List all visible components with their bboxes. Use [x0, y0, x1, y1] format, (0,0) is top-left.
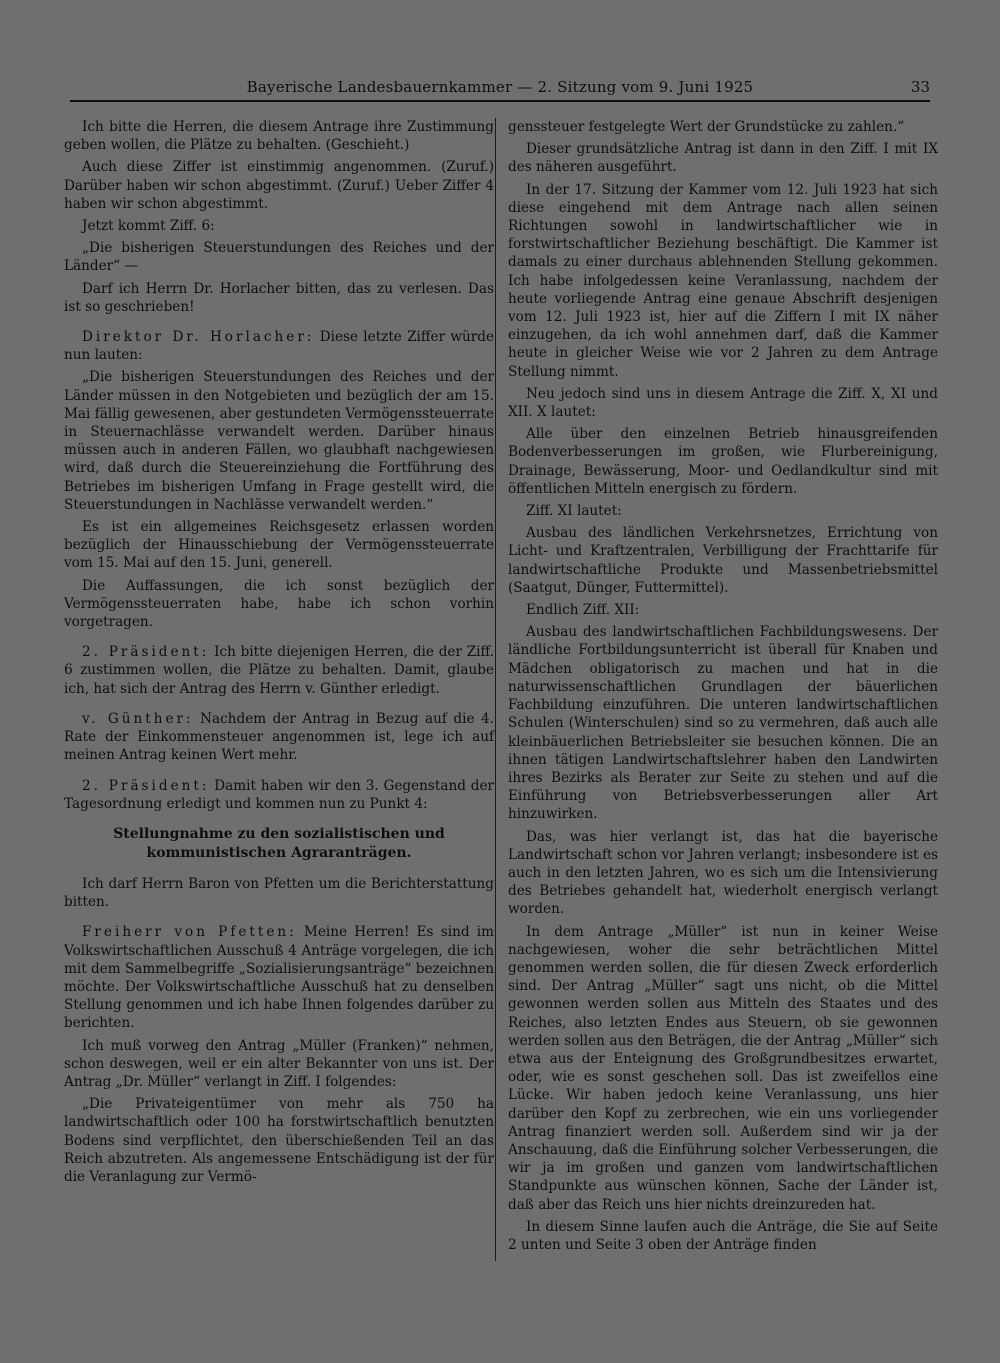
- paragraph: Ich bitte die Herren, die diesem Antrage ihre Zustimmung geben wollen, die Plätze zu behalten. (Geschieht.): [64, 119, 494, 154]
- paragraph: Das, was hier verlangt ist, das hat die bayerische Landwirtschaft schon vor Jahren verlangt; insbesondere ist es auch in den letzten Jahren, wo es sich um die Intensivierung des Betriebes gehandelt hat, wiederholt energisch verlangt worden.: [508, 828, 938, 918]
- speech-paragraph: [64, 777, 494, 813]
- quoted-paragraph: Alle über den einzelnen Betrieb hinausgreifenden Bodenverbesserungen im großen, wie Flurbereinigung, Drainage, Bewässerung, Moor- und Oedlandkultur sind mit öffentlichen Mitteln energisch zu fördern.: [508, 426, 938, 497]
- paragraph: In der 17. Sitzung der Kammer vom 12. Juli 1923 hat sich diese eingehend mit dem Antrage nach allen seinen Richtungen sowohl in landwirtschaftlicher wie in forstwirtschaftlicher Beziehung beschäftigt. Die Kammer ist damals zu einer durchaus ablehnenden Stellung gekommen. Ich habe infolgedessen keine Veranlassung, nachdem der heute vorliegende Antrag eine genaue Abschrift desjenigen vom 12. Juli 1923 ist, hier auf die Ziffern I mit IX näher einzugehen, da ich wohl annehmen darf, daß die Kammer heute in gleicher Weise wie vor 2 Jahren zu dem Antrage Stellung nimmt.: [508, 181, 938, 380]
- paragraph: In dem Antrage „Müller“ ist nun in keiner Weise nachgewiesen, woher die sehr beträchtlichen Mittel genommen werden sollen, die für diesen Zweck erforderlich sind. Der Antrag „Müller“ sagt uns nicht, ob die Mittel gewonnen werden sollen aus Mitteln des Staates und des Reiches, also letzten Endes aus Steuern, ob sie gewonnen werden sollen aus den Beträgen, die der Antrag „Müller“ sich etwa aus der Enteignung des Großgrundbesitzes erwartet, oder, wie es sonst geschehen soll. Das ist zweifellos eine Lücke. Wir haben jedoch keine Veranlassung, uns hier darüber den Kopf zu zerbrechen, wie ein uns vorliegender Antrag finanziert werden soll. Außerdem sind wir ja der Anschauung, daß die Einführung solcher Verbesserungen, die wir ja im großen und ganzen vom landwirtschaftlichen Standpunkte aus wünschen können, Sache der Länder ist, daß aber das Reich uns hier nichts dreinzureden hat.: [508, 923, 938, 1213]
- paragraph: genssteuer festgelegte Wert der Grundstücke zu zahlen.“: [508, 119, 905, 135]
- header-rule: [70, 100, 930, 102]
- paragraph: In diesem Sinne laufen auch die Anträge, die Sie auf Seite 2 unten und Seite 3 oben der Anträge finden: [508, 1218, 938, 1253]
- running-title: Bayerische Landesbauernkammer — 2. Sitzung vom 9. Juni 1925: [246, 78, 754, 96]
- paragraph: Ich darf Herrn Baron von Pfetten um die Berichterstattung bitten.: [64, 875, 494, 911]
- speech-paragraph: [64, 710, 494, 765]
- heading-line: Stellungnahme zu den sozialistischen und: [113, 825, 445, 842]
- paragraph: Neu jedoch sind uns in diesem Antrage die Ziff. X, XI und XII. X lautet:: [508, 385, 938, 421]
- page-number: 33: [910, 78, 930, 96]
- quoted-paragraph: „Die Privateigentümer von mehr als 750 ha landwirtschaftlich oder 100 ha forstwirtschaftlich benutzten Bodens sind verpflichtet, den überschießenden Teil an das Reich abzutreten. Als angemessene Entschädigung ist der für die Veranlagung zur Vermö-: [64, 1096, 494, 1185]
- speech-paragraph: [64, 923, 494, 1032]
- paragraph: Ich muß vorweg den Antrag „Müller (Franken)“ nehmen, schon deswegen, weil er ein alter Bekannter von uns ist. Der Antrag „Dr. Müller“ verlangt in Ziff. I folgendes:: [64, 1037, 494, 1090]
- heading-line: kommunistischen Agraranträgen.: [146, 844, 412, 861]
- paragraph: Jetzt kommt Ziff. 6:: [82, 218, 215, 235]
- speaker-name: 2. Präsident:: [82, 777, 210, 794]
- speaker-name: v. Günther:: [82, 710, 194, 727]
- paragraph: Es ist ein allgemeines Reichsgesetz erlassen worden bezüglich der Hinausschiebung der Vermögenssteuerrate vom 15. Mai auf den 15. Juni, generell.: [64, 519, 494, 572]
- quoted-paragraph: Ausbau des landwirtschaftlichen Fachbildungswesens. Der ländliche Fortbildungsunterricht ist überall für Knaben und Mädchen obligatorisch zu machen und hat in die naturwissenschaftlichen Grundlagen der bäuerlichen Fachbildung einzuführen. Die unteren landwirtschaftlichen Schulen (Winterschulen) sind so zu vermehren, daß auch alle kleinbäuerlichen Betriebsleiter sie besuchen können. Die an ihnen tätigen Landwirtschaftslehrer haben den Landwirten ihres Bezirks als Berater zur Seite zu stehen und auf die Einführung von Betriebsverbesserungen aller Art hinzuwirken.: [508, 624, 938, 823]
- paragraph: Darf ich Herrn Dr. Horlacher bitten, das zu verlesen. Das ist so geschrieben!: [64, 280, 494, 315]
- speech-paragraph: [64, 328, 494, 364]
- speaker-name: Freiherr von Pfetten:: [82, 924, 297, 941]
- paragraph: Ziff. XI lautet:: [526, 503, 622, 520]
- quoted-paragraph: Ausbau des ländlichen Verkehrsnetzes, Errichtung von Licht- und Kraftzentralen, Verbilligung der Frachttarife für landwirtschaftliche Produkte und Massenbetriebsmittel (Saatgut, Dünger, Futtermittel).: [508, 525, 938, 596]
- speech-text: Meine Herren! Es sind im Volkswirtschaftlichen Ausschuß 4 Anträge vorgelegen, die ich mit dem Sammelbegriffe „Sozialisierungsanträge“ bezeichnen möchte. Der Volkswirtschaftliche Ausschuß hat zu denselben Stellung genommen und ich habe Ihnen folgendes darüber zu berichten.: [64, 924, 494, 1032]
- column-divider: [495, 118, 496, 1261]
- speaker-name: Direktor Dr. Horlacher:: [82, 329, 315, 346]
- right-column: [508, 118, 938, 1258]
- speech-text: Ich bitte diejenigen Herren, die der Ziff. 6 zustimmen wollen, die Plätze zu behalten. Damit, glaube ich, hat sich der Antrag des Herrn v. Günther erledigt.: [64, 644, 494, 697]
- quoted-paragraph: „Die bisherigen Steuerstundungen des Reiches und der Länder“ —: [64, 240, 494, 275]
- speaker-name: 2. Präsident:: [82, 644, 210, 661]
- paragraph: Die Auffassungen, die ich sonst bezüglich der Vermögenssteuerraten habe, habe ich schon vorhin vorgetragen.: [64, 577, 494, 631]
- speech-paragraph: [64, 643, 494, 698]
- speech-text: Diese letzte Ziffer würde nun lauten:: [64, 329, 494, 364]
- page-header: [70, 78, 930, 102]
- section-heading: [64, 825, 494, 863]
- left-column: [64, 118, 494, 1190]
- speech-text: Nachdem der Antrag in Bezug auf die 4. Rate der Einkommensteuer angenommen ist, lege ich auf meinen Antrag keinen Wert mehr.: [64, 710, 494, 764]
- paragraph: Auch diese Ziffer ist einstimmig angenommen. (Zuruf.) Darüber haben wir schon abgestimmt. (Zuruf.) Ueber Ziffer 4 haben wir schon abgestimmt.: [64, 159, 494, 212]
- quoted-paragraph: „Die bisherigen Steuerstundungen des Reiches und der Länder müssen in den Notgebieten und bezüglich der am 15. Mai fällig gewesenen, aber gestundeten Vermögenssteuerrate in Steuernachlässe verwandelt werden. Darüber hinaus müssen auch in anderen Fällen, wo glaubhaft nachgewiesen wird, daß durch die Steuereinziehung die Fortführung des Betriebes im bisherigen Umfang in Frage gestellt wird, die Steuerstundungen in Nachlässe verwandelt werden.“: [64, 369, 494, 513]
- paragraph: Endlich Ziff. XII:: [526, 602, 640, 619]
- speech-text: Damit haben wir den 3. Gegenstand der Tagesordnung erledigt und kommen nun zu Punkt 4:: [64, 777, 494, 812]
- paragraph: Dieser grundsätzliche Antrag ist dann in den Ziff. I mit IX des näheren ausgeführt.: [508, 141, 938, 176]
